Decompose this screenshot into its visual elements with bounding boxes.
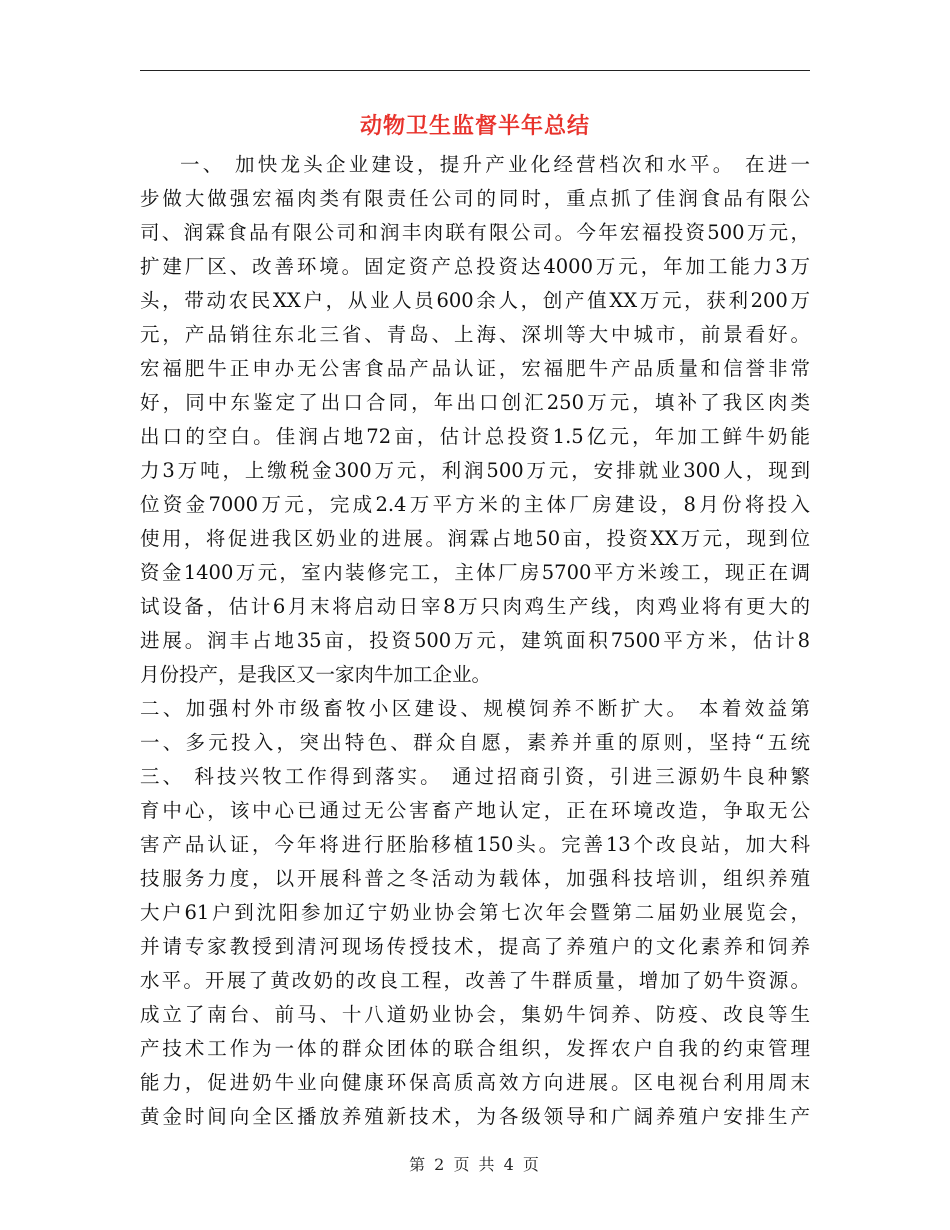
body-line: 大户61户到沈阳参加辽宁奶业协会第七次年会暨第二届奶业展览会， xyxy=(140,901,810,924)
body-line: 二、加强村外市级畜牧小区建设、规模饲养不断扩大。 本着效益第 xyxy=(140,697,810,720)
body-line: 出口的空白。佳润占地72亩，估计总投资1.5亿元，年加工鲜牛奶能 xyxy=(140,425,810,448)
body-line: 黄金时间向全区播放养殖新技术，为各级领导和广阔养殖户安排生产 xyxy=(140,1105,810,1128)
body-line: 使用，将促进我区奶业的进展。润霖占地50亩，投资XX万元，现到位 xyxy=(140,527,810,550)
body-line: 元，产品销往东北三省、青岛、上海、深圳等大中城市，前景看好。 xyxy=(140,323,810,346)
body-line: 技服务力度，以开展科普之冬活动为载体，加强科技培训，组织养殖 xyxy=(140,867,810,890)
header-rule xyxy=(140,70,810,71)
body-line: 司、润霖食品有限公司和润丰肉联有限公司。今年宏福投资500万元， xyxy=(140,221,810,244)
page-number: 第 2 页 共 4 页 xyxy=(409,1155,541,1174)
body-line: 步做大做强宏福肉类有限责任公司的同时，重点抓了佳润食品有限公 xyxy=(140,187,810,210)
body-line: 资金1400万元，室内装修完工，主体厂房5700平方米竣工，现正在调 xyxy=(140,561,810,584)
document-title: 动物卫生监督半年总结 xyxy=(359,113,590,139)
body-line: 水平。开展了黄改奶的改良工程，改善了牛群质量，增加了奶牛资源。 xyxy=(140,969,810,992)
body-line: 产技术工作为一体的群众团体的联合组织，发挥农户自我的约束管理 xyxy=(140,1037,810,1060)
body-line: 月份投产，是我区又一家肉牛加工企业。 xyxy=(140,663,492,686)
body-line: 育中心，该中心已通过无公害畜产地认定，正在环境改造，争取无公 xyxy=(140,799,810,822)
body-line: 力3万吨，上缴税金300万元，利润500万元，安排就业300人，现到 xyxy=(140,459,810,482)
body-line: 并请专家教授到清河现场传授技术，提高了养殖户的文化素养和饲养 xyxy=(140,935,810,958)
body-line: 头，带动农民XX户，从业人员600余人，创产值XX万元，获利200万 xyxy=(140,289,810,312)
body-line: 一、 加快龙头企业建设，提升产业化经营档次和水平。 在进一 xyxy=(180,153,810,176)
body-line: 试设备，估计6月末将启动日宰8万只肉鸡生产线，肉鸡业将有更大的 xyxy=(140,595,810,618)
body-line: 位资金7000万元，完成2.4万平方米的主体厂房建设，8月份将投入 xyxy=(140,493,810,516)
body-line: 能力，促进奶牛业向健康环保高质高效方向进展。区电视台利用周末 xyxy=(140,1071,810,1094)
body-line: 进展。润丰占地35亩，投资500万元，建筑面积7500平方米，估计8 xyxy=(140,629,810,652)
body-line: 扩建厂区、改善环境。固定资产总投资达4000万元，年加工能力3万 xyxy=(140,255,810,278)
document-body xyxy=(140,148,810,1134)
body-line: 害产品认证，今年将进行胚胎移植150头。完善13个改良站，加大科 xyxy=(140,833,810,856)
body-line: 三、 科技兴牧工作得到落实。 通过招商引资，引进三源奶牛良种繁 xyxy=(140,765,810,788)
body-line: 成立了南台、前马、十八道奶业协会，集奶牛饲养、防疫、改良等生 xyxy=(140,1003,810,1026)
body-line: 一、多元投入，突出特色、群众自愿，素养并重的原则，坚持“五统 xyxy=(140,731,810,754)
body-line: 宏福肥牛正申办无公害食品产品认证，宏福肥牛产品质量和信誉非常 xyxy=(140,357,810,380)
body-line: 好，同中东鉴定了出口合同，年出口创汇250万元，填补了我区肉类 xyxy=(140,391,810,414)
